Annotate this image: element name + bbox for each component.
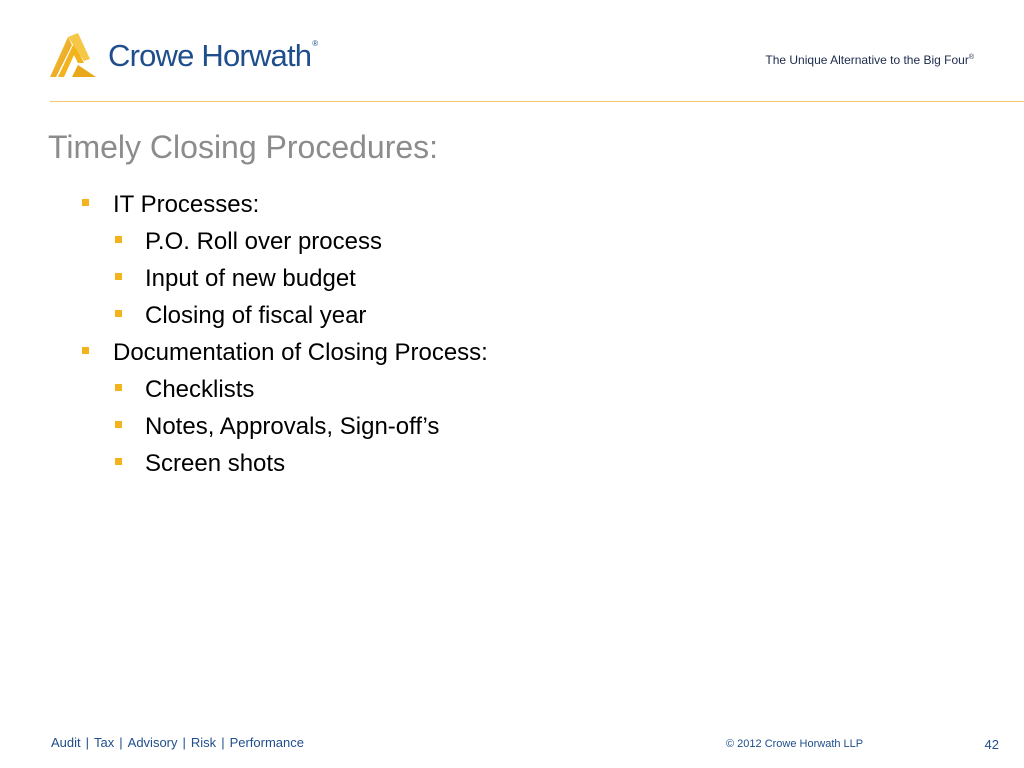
sub-bullet-item: P.O. Roll over process — [80, 223, 980, 260]
sub-bullet-item: Input of new budget — [80, 260, 980, 297]
header-divider — [50, 101, 1024, 102]
footer-item-audit: Audit — [51, 735, 81, 750]
footer-separator: | — [85, 735, 90, 750]
square-bullet-icon — [115, 310, 122, 317]
footer-separator: | — [182, 735, 186, 750]
crowe-horwath-logo-icon — [48, 31, 98, 79]
sub-bullet-item: Closing of fiscal year — [80, 297, 980, 334]
square-bullet-icon — [115, 458, 122, 465]
square-bullet-icon — [115, 421, 122, 428]
slide-title: Timely Closing Procedures: — [48, 129, 439, 165]
sub-bullet-item: Notes, Approvals, Sign-off’s — [80, 408, 980, 445]
footer-item-tax: Tax — [94, 735, 115, 750]
page-number: 42 — [984, 737, 999, 752]
brand-name: Crowe Horwath® — [108, 37, 318, 73]
square-bullet-icon — [115, 273, 122, 280]
sub-bullet-item: Checklists — [80, 371, 980, 408]
square-bullet-icon — [115, 384, 122, 391]
footer-item-risk: Risk — [190, 735, 217, 750]
footer-service-lines — [51, 735, 304, 750]
bullet-item: Documentation of Closing Process: — [80, 334, 980, 371]
footer-item-performance: Performance — [229, 735, 304, 750]
sub-bullet-item: Screen shots — [80, 445, 980, 482]
copyright-notice: © 2012 Crowe Horwath LLP — [726, 738, 864, 750]
footer-separator: | — [221, 735, 225, 750]
square-bullet-icon — [82, 199, 89, 206]
brand-logo — [48, 30, 317, 80]
footer-separator: | — [119, 735, 123, 750]
header-tagline: The Unique Alternative to the Big Four® — [765, 53, 974, 67]
square-bullet-icon — [82, 347, 89, 354]
footer-item-advisory: Advisory — [127, 735, 178, 750]
bullet-item: IT Processes: — [80, 186, 980, 223]
bullet-list — [80, 186, 980, 482]
square-bullet-icon — [115, 236, 122, 243]
